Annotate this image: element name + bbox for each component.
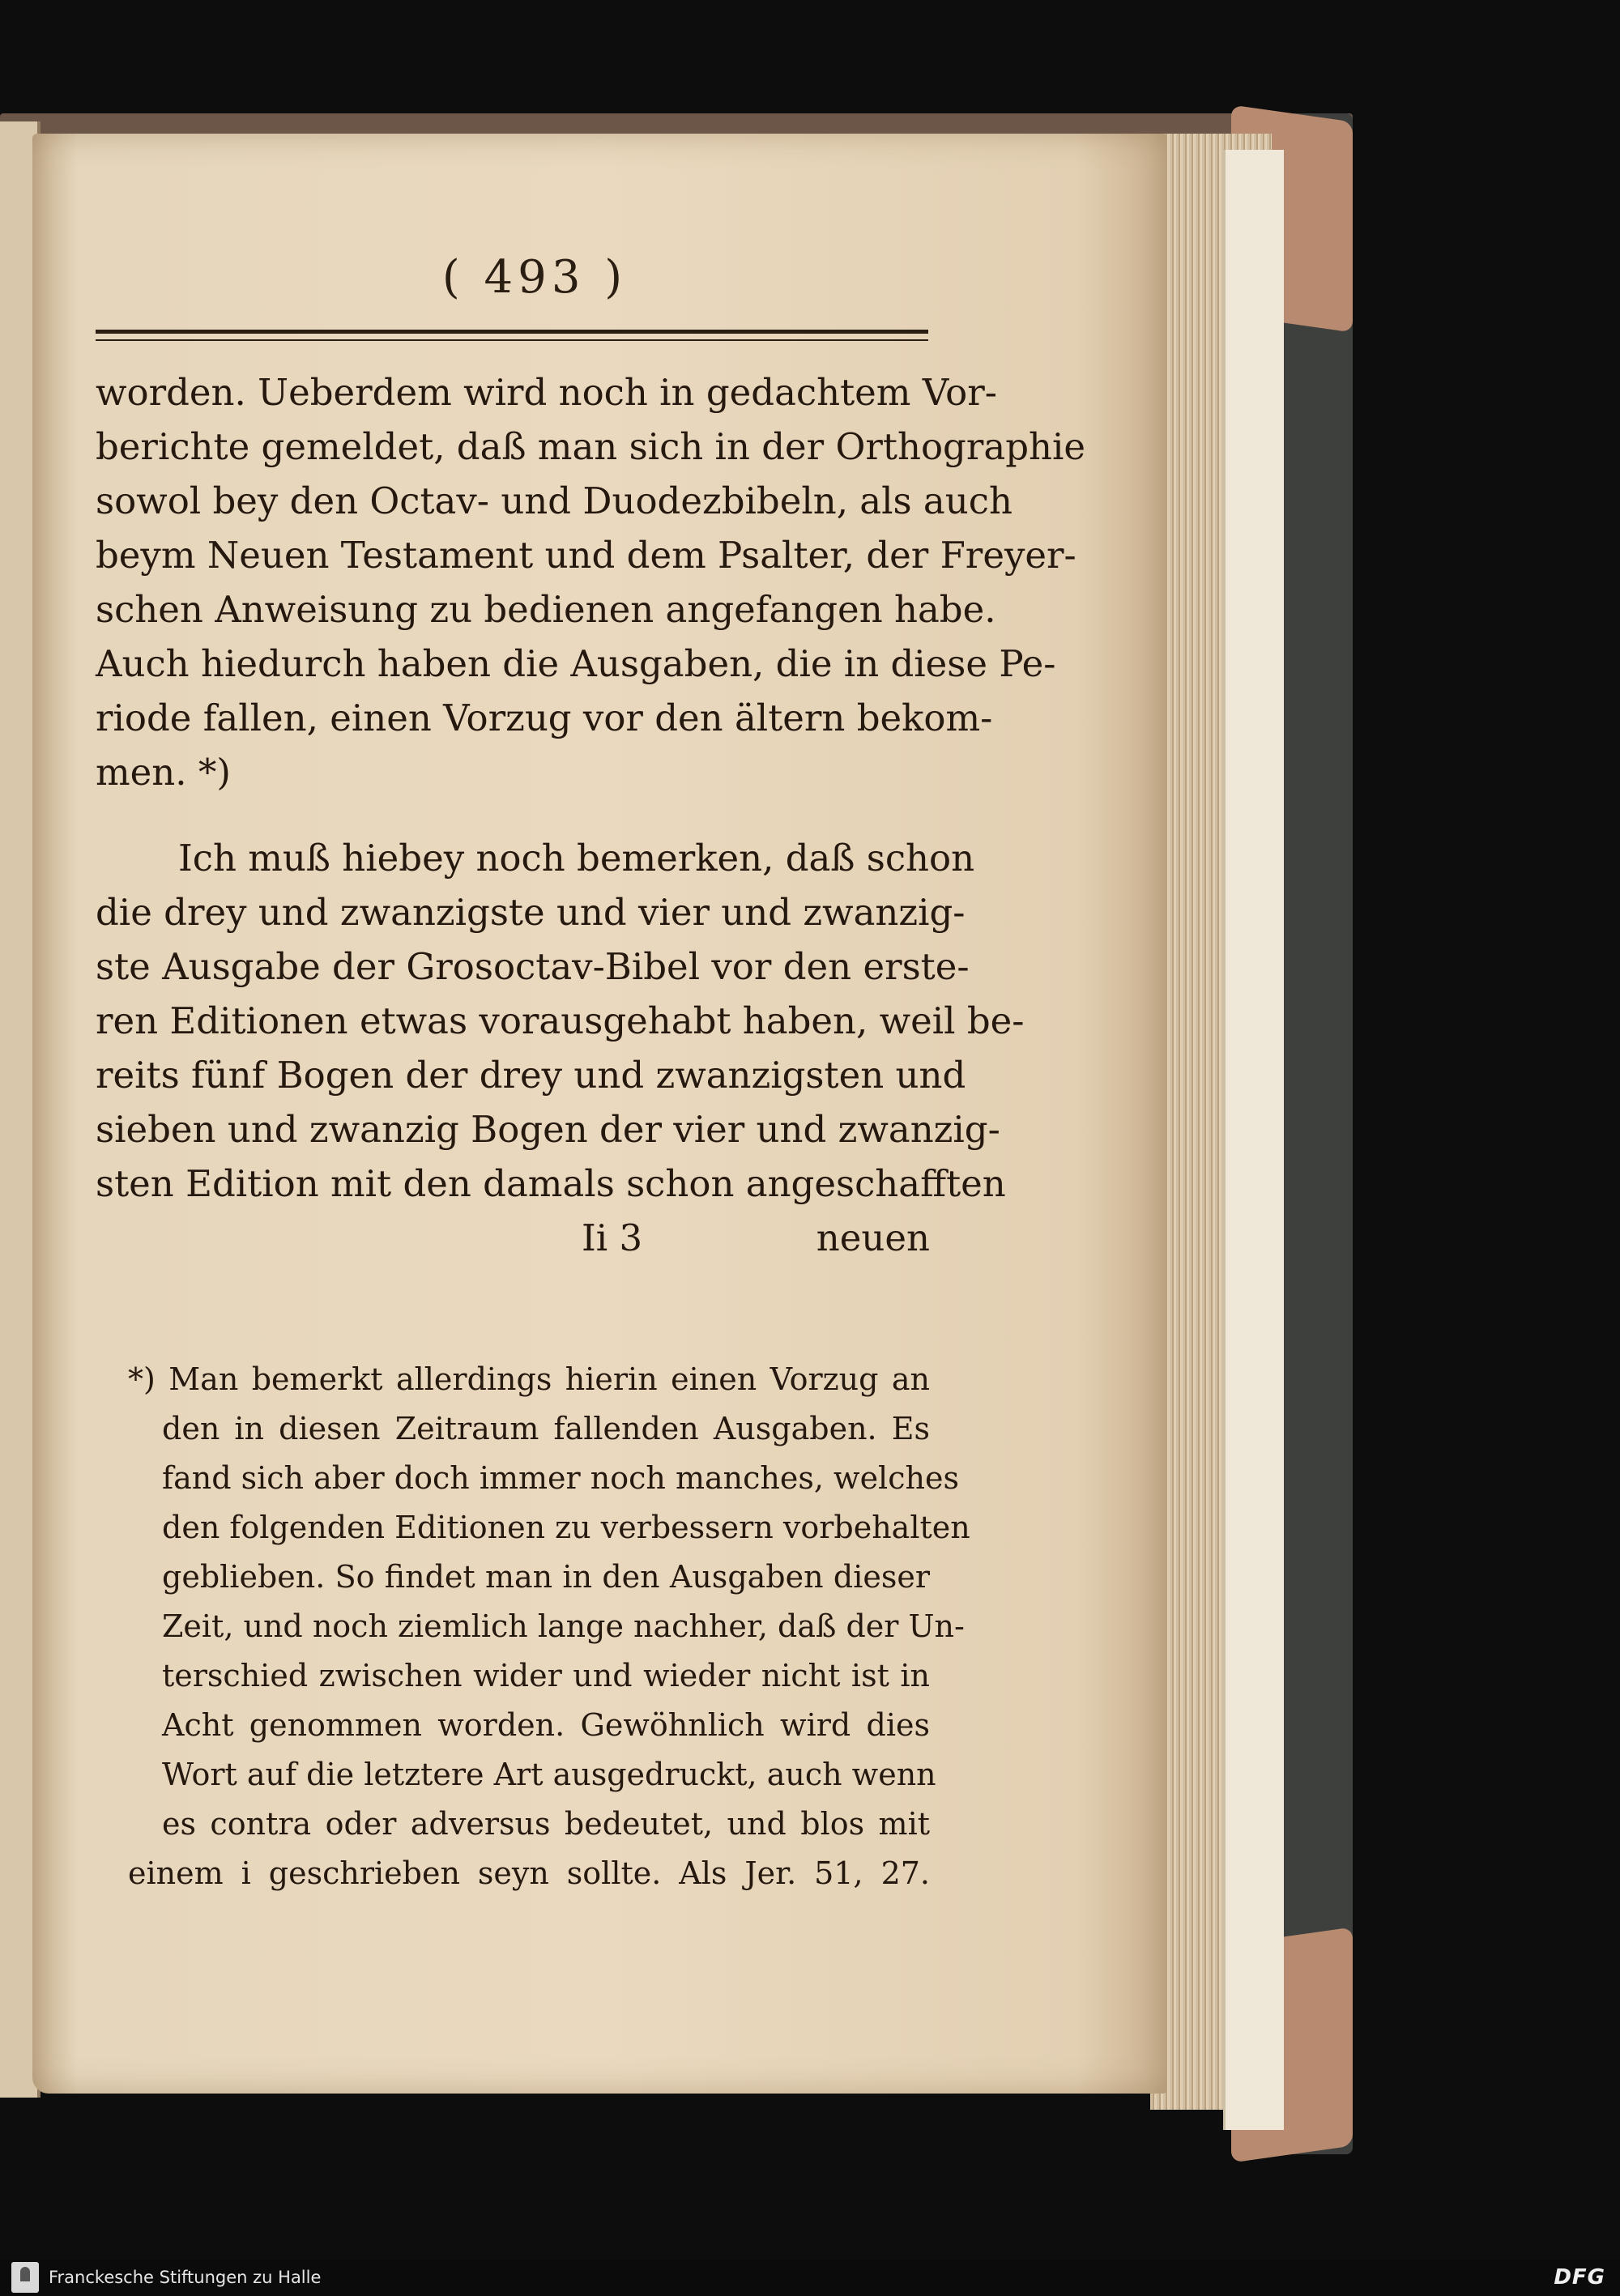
footnote-line: den folgenden Editionen zu verbessern vorbehalten bbox=[162, 1510, 970, 1545]
body-line: Auch hiedurch haben die Ausgaben, die in diese Pe- bbox=[96, 642, 1056, 685]
footnote-line: den in diesen Zeitraum fallenden Ausgaben. Es bbox=[162, 1411, 930, 1446]
institution-logo-icon[interactable] bbox=[11, 2262, 39, 2293]
body-line: sten Edition mit den damals schon angeschafften bbox=[96, 1162, 1006, 1205]
footnote-line: Acht genommen worden. Gewöhnlich wird dies bbox=[162, 1707, 930, 1743]
body-line: men. *) bbox=[96, 751, 231, 794]
footnote-line: geblieben. So findet man in den Ausgaben dieser bbox=[162, 1559, 930, 1595]
footnote-line: Zeit, und noch ziemlich lange nachher, daß der Un- bbox=[162, 1608, 965, 1644]
body-line: worden. Ueberdem wird noch in gedachtem Vor- bbox=[96, 371, 997, 414]
body-line: ste Ausgabe der Grosoctav-Bibel vor den erste- bbox=[96, 945, 970, 988]
footnote-line: terschied zwischen wider und wieder nicht ist in bbox=[162, 1658, 930, 1693]
body-line: ren Editionen etwas vorausgehabt haben, weil be- bbox=[96, 999, 1025, 1042]
header-rule bbox=[96, 330, 928, 341]
body-line: beym Neuen Testament und dem Psalter, der Freyer- bbox=[96, 534, 1076, 577]
footnote-line: *) Man bemerkt allerdings hierin einen Vorzug an bbox=[128, 1361, 930, 1397]
footnote-line: Wort auf die letztere Art ausgedruckt, auch wenn bbox=[162, 1757, 936, 1792]
body-line: Ich muß hiebey noch bemerken, daß schon bbox=[178, 837, 975, 880]
footnote-line: einem i geschrieben seyn sollte. Als Jer. 51, 27. bbox=[128, 1855, 930, 1891]
body-line: sieben und zwanzig Bogen der vier und zwanzig- bbox=[96, 1108, 1000, 1151]
body-line: sowol bey den Octav- und Duodezbibeln, als auch bbox=[96, 479, 1013, 522]
catchword: neuen bbox=[816, 1216, 930, 1259]
body-line: riode fallen, einen Vorzug vor den ältern bekom- bbox=[96, 696, 993, 739]
institution-name[interactable]: Franckesche Stiftungen zu Halle bbox=[49, 2268, 322, 2287]
body-line: schen Anweisung zu bedienen angefangen habe. bbox=[96, 588, 996, 631]
footnote-line: es contra oder adversus bedeutet, und blos mit bbox=[162, 1806, 930, 1842]
body-line: reits fünf Bogen der drey und zwanzigsten und bbox=[96, 1054, 966, 1097]
signature-mark: Ii 3 bbox=[582, 1216, 643, 1259]
page-number: ( 493 ) bbox=[441, 251, 628, 304]
body-line: die drey und zwanzigste und vier und zwanzig- bbox=[96, 891, 966, 934]
footnote-line: fand sich aber doch immer noch manches, welches bbox=[162, 1460, 959, 1496]
body-line: berichte gemeldet, daß man sich in der Orthographie bbox=[96, 425, 1086, 468]
book-page bbox=[32, 134, 1166, 2094]
dfg-logo[interactable]: DFG bbox=[1554, 2265, 1605, 2290]
endpaper-edge bbox=[1223, 150, 1284, 2130]
